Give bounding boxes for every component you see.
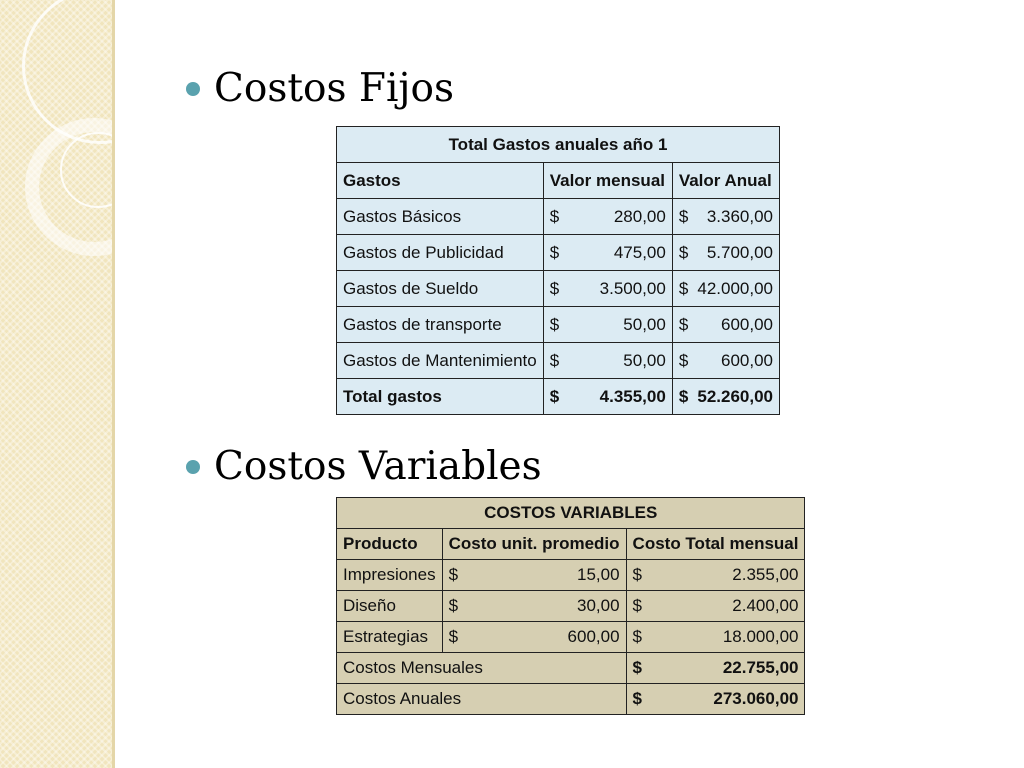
column-header: Valor Anual [672, 163, 779, 199]
column-header: Costo unit. promedio [442, 529, 626, 560]
currency-symbol: $ [549, 242, 560, 262]
cell-anual [672, 235, 779, 271]
cell-anual [672, 307, 779, 343]
table-summary-row [337, 684, 805, 715]
table-row [337, 271, 780, 307]
amount: 2.355,00 [732, 565, 799, 584]
bullet-dot-icon [186, 82, 200, 96]
cell-total-mensual [543, 379, 672, 415]
table-title-row [337, 498, 805, 529]
currency-symbol: $ [678, 386, 689, 406]
column-header: Costo Total mensual [626, 529, 805, 560]
heading-costos-fijos: Costos Fijos [214, 66, 455, 111]
table-title: COSTOS VARIABLES [337, 498, 805, 529]
currency-symbol: $ [549, 206, 560, 226]
table-total-row [337, 379, 780, 415]
currency-symbol: $ [678, 350, 689, 370]
bullet-dot-icon [186, 460, 200, 474]
cell-gasto: Gastos de transporte [337, 307, 544, 343]
currency-symbol: $ [549, 278, 560, 298]
decorative-sidebar [0, 0, 112, 768]
cell-mensual [543, 199, 672, 235]
cell-anual [672, 199, 779, 235]
amount: 50,00 [623, 350, 666, 370]
amount: 15,00 [577, 565, 620, 584]
sidebar-edge [112, 0, 115, 768]
amount: 3.500,00 [599, 278, 666, 298]
amount: 5.700,00 [706, 242, 773, 262]
cell-producto: Impresiones [337, 560, 443, 591]
cell-total-label: Total gastos [337, 379, 544, 415]
amount: 475,00 [613, 242, 666, 262]
currency-symbol: $ [549, 386, 560, 406]
column-header: Valor mensual [543, 163, 672, 199]
table-header-row [337, 163, 780, 199]
cell-gasto: Gastos Básicos [337, 199, 544, 235]
table-row [337, 199, 780, 235]
cell-gasto: Gastos de Publicidad [337, 235, 544, 271]
table-row [337, 591, 805, 622]
table-title-row [337, 127, 780, 163]
currency-symbol: $ [549, 314, 560, 334]
cell-producto: Diseño [337, 591, 443, 622]
table-costos-fijos [336, 126, 780, 415]
amount: 2.400,00 [732, 596, 799, 615]
currency-symbol: $ [549, 350, 560, 370]
cell-unitario [442, 560, 626, 591]
amount: 52.260,00 [697, 386, 773, 406]
cell-anuales-label: Costos Anuales [337, 684, 627, 715]
amount: 18.000,00 [722, 627, 799, 646]
currency-symbol: $ [632, 565, 643, 584]
amount: 600,00 [721, 350, 773, 370]
table-header-row [337, 529, 805, 560]
cell-mensuales-valor [626, 653, 805, 684]
amount: 42.000,00 [697, 278, 773, 298]
cell-gasto: Gastos de Mantenimiento [337, 343, 544, 379]
table-title: Total Gastos anuales año 1 [337, 127, 780, 163]
table-row [337, 235, 780, 271]
currency-symbol: $ [678, 242, 689, 262]
table-row [337, 560, 805, 591]
amount: 30,00 [577, 596, 620, 615]
amount: 4.355,00 [599, 386, 666, 406]
cell-mensual [543, 307, 672, 343]
amount: 273.060,00 [713, 689, 799, 708]
cell-mensual [543, 343, 672, 379]
bullet-costos-variables [186, 444, 542, 489]
currency-symbol: $ [632, 596, 643, 615]
table-summary-row [337, 653, 805, 684]
column-header: Producto [337, 529, 443, 560]
column-header: Gastos [337, 163, 544, 199]
currency-symbol: $ [448, 596, 459, 615]
table-row [337, 343, 780, 379]
cell-total [626, 560, 805, 591]
cell-total-anual [672, 379, 779, 415]
amount: 3.360,00 [706, 206, 773, 226]
cell-producto: Estrategias [337, 622, 443, 653]
heading-costos-variables: Costos Variables [214, 444, 542, 489]
amount: 600,00 [567, 627, 620, 646]
cell-total [626, 591, 805, 622]
cell-anuales-valor [626, 684, 805, 715]
cell-anual [672, 343, 779, 379]
currency-symbol: $ [632, 627, 643, 646]
amount: 22.755,00 [722, 658, 799, 677]
cell-unitario [442, 622, 626, 653]
currency-symbol: $ [678, 278, 689, 298]
bullet-costos-fijos [186, 66, 454, 111]
cell-total [626, 622, 805, 653]
cell-unitario [442, 591, 626, 622]
table-row [337, 307, 780, 343]
amount: 50,00 [623, 314, 666, 334]
currency-symbol: $ [448, 565, 459, 584]
amount: 280,00 [613, 206, 666, 226]
currency-symbol: $ [678, 314, 689, 334]
cell-mensual [543, 235, 672, 271]
cell-anual [672, 271, 779, 307]
cell-mensuales-label: Costos Mensuales [337, 653, 627, 684]
table-row [337, 622, 805, 653]
currency-symbol: $ [678, 206, 689, 226]
currency-symbol: $ [448, 627, 459, 646]
amount: 600,00 [721, 314, 773, 334]
table-costos-variables [336, 497, 805, 715]
cell-gasto: Gastos de Sueldo [337, 271, 544, 307]
currency-symbol: $ [632, 689, 643, 708]
currency-symbol: $ [632, 658, 643, 677]
cell-mensual [543, 271, 672, 307]
